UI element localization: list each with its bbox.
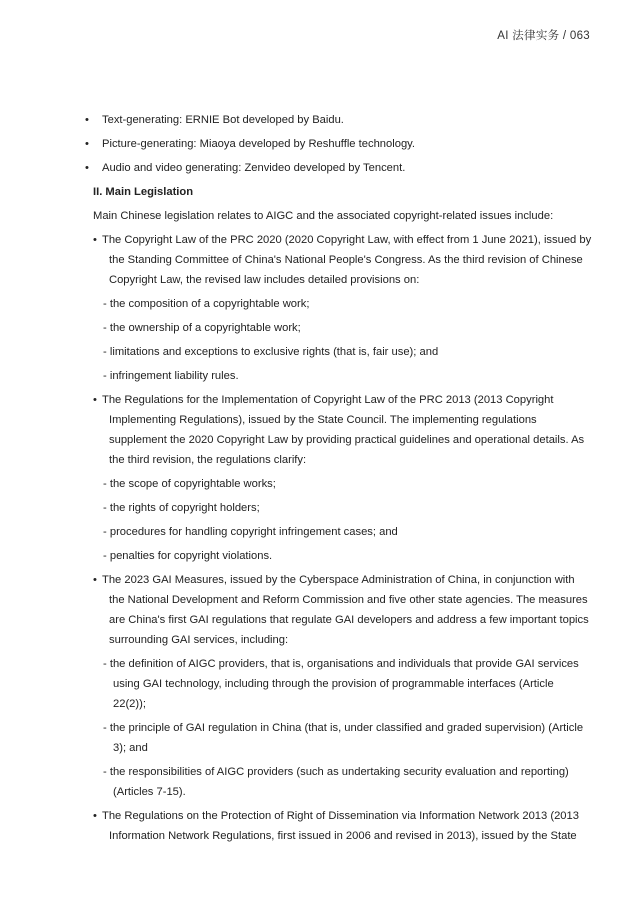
legislation-item bbox=[93, 390, 593, 470]
sub-item: - the scope of copyrightable works; bbox=[103, 478, 276, 490]
item-line: • The Regulations on the Protection of Right of Dissemination via Information Network 2013 (2013 bbox=[93, 810, 579, 822]
legislation-item bbox=[93, 230, 593, 290]
sub-item: - infringement liability rules. bbox=[103, 370, 239, 382]
section-heading: II. Main Legislation bbox=[93, 186, 194, 198]
item-line: • The Regulations for the Implementation of Copyright Law of the PRC 2013 (2013 Copyright bbox=[93, 394, 554, 406]
page-header: AI 法律实务 / 063 bbox=[497, 30, 590, 42]
item-line: supplement the 2020 Copyright Law by providing practical guidelines and operational details. As bbox=[109, 434, 585, 446]
item-line: the National Development and Reform Commission and five other state agencies. The measures bbox=[109, 594, 588, 606]
document-body bbox=[85, 106, 593, 846]
item-line: • The Copyright Law of the PRC 2020 (2020 Copyright Law, with effect from 1 June 2021), issued by bbox=[93, 234, 592, 246]
intro-bullet: • Picture-generating: Miaoya developed by Reshuffle technology. bbox=[85, 138, 416, 150]
legislation-item bbox=[93, 806, 593, 846]
item-line: the Standing Committee of China's National People's Congress. As the third revision of Chinese bbox=[109, 254, 583, 266]
item-line: the third revision, the regulations clarify: bbox=[109, 454, 307, 466]
sub-item: - the rights of copyright holders; bbox=[103, 502, 260, 514]
sub-item: - the responsibilities of AIGC providers (such as undertaking security evaluation and reporting) (Articles 7-15). bbox=[103, 766, 569, 798]
intro-bullet: • Text-generating: ERNIE Bot developed by Baidu. bbox=[85, 114, 344, 126]
item-line: surrounding GAI services, including: bbox=[109, 634, 289, 646]
sub-item: - the composition of a copyrightable work; bbox=[103, 298, 310, 310]
sub-item: - the ownership of a copyrightable work; bbox=[103, 322, 301, 334]
item-line: • The 2023 GAI Measures, issued by the Cyberspace Administration of China, in conjunction with bbox=[93, 574, 575, 586]
sub-item: - penalties for copyright violations. bbox=[103, 550, 273, 562]
intro-bullet: • Audio and video generating: Zenvideo developed by Tencent. bbox=[85, 162, 406, 174]
sub-item: - the definition of AIGC providers, that is, organisations and individuals that provide GAI services using GAI technology, including through the provision of programmable interfaces (Article 22(2)); bbox=[103, 658, 579, 710]
sub-item: - procedures for handling copyright infringement cases; and bbox=[103, 526, 398, 538]
item-line: Information Network Regulations, first issued in 2006 and revised in 2013), issued by the State bbox=[109, 830, 577, 842]
sub-item: - the principle of GAI regulation in China (that is, under classified and graded supervision) (Article 3); and bbox=[103, 722, 584, 754]
legislation-item bbox=[93, 570, 593, 650]
section-intro: Main Chinese legislation relates to AIGC and the associated copyright-related issues include: bbox=[93, 210, 554, 222]
item-line: are China's first GAI regulations that regulate GAI developers and address a few important topics bbox=[109, 614, 589, 626]
sub-item: - limitations and exceptions to exclusive rights (that is, fair use); and bbox=[103, 346, 439, 358]
item-line: Implementing Regulations), issued by the State Council. The implementing regulations bbox=[109, 414, 537, 426]
item-line: Copyright Law, the revised law includes detailed provisions on: bbox=[109, 274, 420, 286]
